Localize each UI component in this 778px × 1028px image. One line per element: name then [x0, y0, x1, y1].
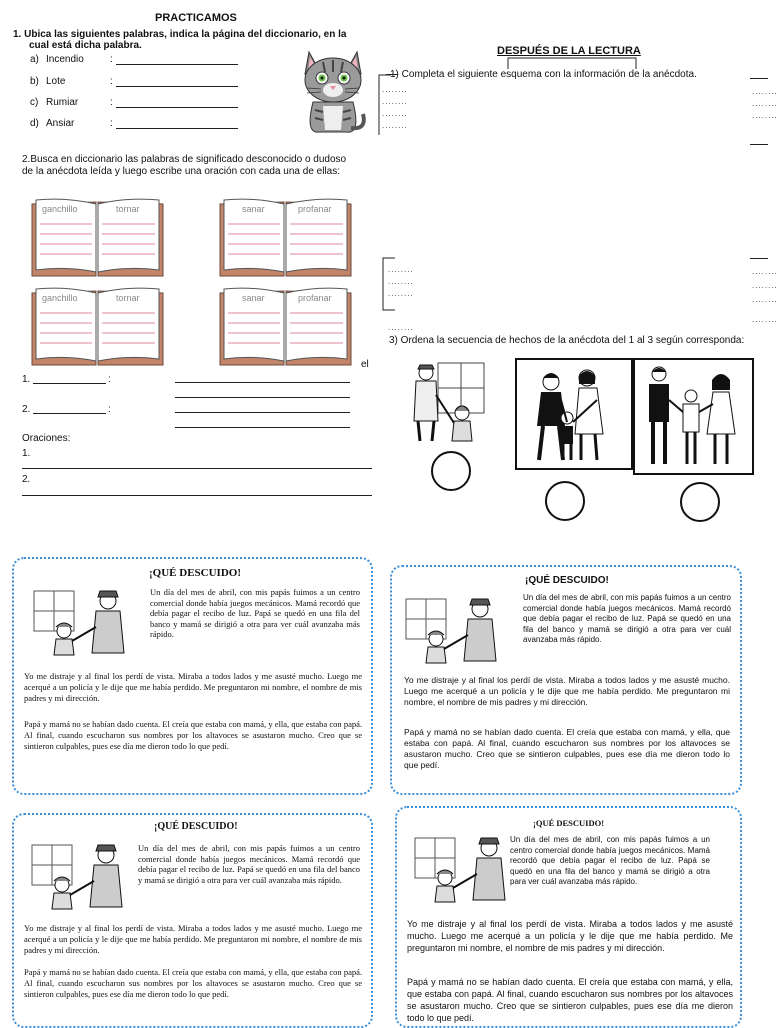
section-title: DESPUÉS DE LA LECTURA	[497, 45, 641, 57]
story-paragraph-2: Yo me distraje y al final los perdí de vista. Miraba a todos lados y me asusté mucho. Luego me acerqué a un policía y le dije que me había perdido. Me preguntaron mi nombre, el nombre de mis padres y mi dirección.	[24, 923, 362, 955]
family-illustration	[633, 358, 754, 475]
question-scheme: 1) Completa el siguiente esquema con la información de la anécdota.	[390, 69, 697, 80]
answer-line[interactable]	[116, 128, 238, 129]
open-book-icon	[30, 198, 165, 273]
open-book-icon	[218, 287, 353, 362]
order-answer-circle[interactable]	[431, 451, 471, 491]
story-title: ¡QUÉ DESCUIDO!	[533, 818, 605, 828]
scheme-dots: ........	[382, 121, 408, 130]
sentences-label: Oraciones:	[22, 433, 71, 444]
story-card	[390, 565, 742, 795]
scheme-dots: ........	[388, 289, 414, 298]
story-paragraph-2: Yo me distraje y al final los perdí de vista. Miraba a todos lados y me asusté mucho. Luego me acerqué a un policía y le dije que me había perdido. Me preguntaron mi nombre, el nombre de mis padres y mi dirección.	[404, 675, 730, 707]
story-paragraph-2: Yo me distraje y al final los perdí de vista. Miraba a todos lados y me asusté mucho. Luego me acerqué a un policía y le dije que me había perdido. Me preguntaron mi nombre, el nombre de mis padres y mi dirección.	[407, 919, 733, 953]
answer-line[interactable]	[175, 382, 350, 383]
answer-line[interactable]	[116, 86, 238, 87]
stray-text: el	[361, 359, 369, 370]
book-word-left: ganchillo	[42, 293, 78, 303]
answer-number: 1.	[22, 374, 31, 385]
story-paragraph-1: Un día del mes de abril, con mis papás fuimos a un centro comercial donde había juegos mecánicos. Mamá recordó que debía pagar el recibo de luz. Papá se quedó en una fila del banco y mamá se dirigió a otra para ver cuál avanzaba más rápido.	[510, 835, 710, 886]
question-1-cont: cual está dicha palabra.	[29, 40, 142, 51]
story-paragraph-2: Yo me distraje y al final los perdí de vista. Miraba a todos lados y me asusté mucho. Luego me acerqué a un policía y le dije que me había perdido. Me preguntaron mi nombre, el nombre de mis padres y mi dirección.	[24, 671, 362, 703]
word-sep: :	[110, 97, 113, 108]
answer-line[interactable]	[175, 412, 350, 413]
scheme-dots: ........	[752, 281, 778, 290]
book-word-right: tornar	[116, 204, 140, 214]
word-sep: :	[110, 118, 113, 129]
sentence-number: 2.	[22, 474, 31, 485]
book-word-right: profanar	[298, 293, 332, 303]
story-paragraph-3: Papá y mamá no se habían dado cuenta. El creía que estaba con mamá, y ella, que estaba con papá. Al final, cuando escucharon sus nombres por los altavoces se asustaron mucho. Creo que se sintieron culpables, pues ese día me dieron todo lo que pedí.	[404, 727, 730, 770]
word-sep: :	[110, 76, 113, 87]
scheme-dots: ........	[752, 99, 778, 108]
word-sep: :	[110, 54, 113, 65]
scheme-line-right	[750, 258, 768, 259]
answer-line[interactable]	[33, 383, 106, 384]
question-2-cont: de la anécdota leída y luego escribe una oración con cada una de ellas:	[22, 166, 341, 177]
cat-illustration	[297, 44, 369, 134]
scheme-dots: ........	[752, 315, 778, 324]
answer-number: 2.	[22, 404, 31, 415]
story-card	[395, 806, 742, 1028]
question-1: 1. Ubica las siguientes palabras, indica la página del diccionario, en la	[13, 29, 347, 40]
question-2: 2.Busca en diccionario las palabras de significado desconocido o dudoso	[22, 154, 347, 165]
word-letter: a)	[30, 54, 39, 65]
story-paragraph-3: Papá y mamá no se habían dado cuenta. El creía que estaba con mamá, y ella, que estaba con papá. Al final, cuando escucharon sus nombres por los altavoces se asustaron mucho. Creo que se sintieron culpables, pues ese día me dieron todo lo que pedí.	[24, 967, 362, 999]
story-title: ¡QUÉ DESCUIDO!	[154, 821, 238, 832]
word-letter: c)	[30, 97, 39, 108]
scheme-line-right	[750, 78, 768, 79]
police-child-illustration	[413, 834, 513, 904]
answer-line[interactable]	[175, 397, 350, 398]
police-child-illustration	[30, 841, 130, 911]
scheme-dots: ........	[382, 85, 408, 94]
answer-colon: :	[108, 374, 111, 385]
story-title: ¡QUÉ DESCUIDO!	[149, 567, 241, 579]
scheme-dots: ........	[752, 111, 778, 120]
scheme-dots: ........	[752, 267, 778, 276]
scheme-dots: ........	[382, 97, 408, 106]
story-paragraph-3: Papá y mamá no se habían dado cuenta. El creía que estaba con mamá, y ella, que estaba con papá. Al final, cuando escucharon sus nombres por los altavoces se asustaron mucho. Creo que se sintieron culpables, pues ese día me dieron todo lo que pedí.	[407, 977, 733, 1023]
story-paragraph-3: Papá y mamá no se habían dado cuenta. El creía que estaba con mamá, y ella, que estaba con papá. Al final, cuando escucharon sus nombres por los altavoces se asustaron mucho. Creo que se sintieron culpables, pues ese día me dieron todo lo que pedí.	[24, 719, 362, 751]
police-child-illustration	[408, 361, 486, 443]
open-book-icon	[218, 198, 353, 273]
family-illustration	[515, 358, 633, 470]
answer-colon: :	[108, 404, 111, 415]
word-text: Ansiar	[46, 118, 75, 129]
open-book-icon	[30, 287, 165, 362]
book-word-left: sanar	[242, 293, 265, 303]
police-child-illustration	[32, 587, 132, 657]
scheme-bracket	[507, 56, 637, 70]
answer-line[interactable]	[22, 468, 372, 469]
sentence-number: 1.	[22, 448, 31, 459]
book-word-right: profanar	[298, 204, 332, 214]
answer-line[interactable]	[33, 413, 106, 414]
scheme-dots: ........	[752, 295, 778, 304]
police-child-illustration	[404, 595, 504, 665]
answer-line[interactable]	[116, 64, 238, 65]
word-letter: b)	[30, 76, 39, 87]
word-text: Rumiar	[46, 97, 79, 108]
word-text: Lote	[46, 76, 66, 87]
scheme-dots: ........	[388, 323, 414, 332]
scheme-dots: ........	[382, 109, 408, 118]
order-answer-circle[interactable]	[680, 482, 720, 522]
answer-line[interactable]	[175, 427, 350, 428]
scheme-dots: ........	[388, 277, 414, 286]
scheme-dots: ........	[752, 87, 778, 96]
story-paragraph-1: Un día del mes de abril, con mis papás fuimos a un centro comercial donde había juegos mecánicos. Mamá recordó que debía pagar el recibo de luz. Papá se quedó en una fila del banco y mamá se dirigió a otra para ver cuál avanzaba más rápido.	[523, 593, 731, 644]
answer-line[interactable]	[22, 495, 372, 496]
word-letter: d)	[30, 118, 39, 129]
question-order: 3) Ordena la secuencia de hechos de la anécdota del 1 al 3 según corresponda:	[389, 335, 745, 346]
word-text: Incendio	[46, 54, 84, 65]
book-word-left: sanar	[242, 204, 265, 214]
book-word-left: ganchillo	[42, 204, 78, 214]
order-answer-circle[interactable]	[545, 481, 585, 521]
practice-title: PRACTICAMOS	[155, 12, 237, 24]
scheme-dots: ........	[388, 265, 414, 274]
book-word-right: tornar	[116, 293, 140, 303]
story-title: ¡QUÉ DESCUIDO!	[525, 575, 609, 586]
story-paragraph-1: Un día del mes de abril, con mis papás fuimos a un centro comercial donde había juegos mecánicos. Mamá recordó que debía pagar el recibo de luz. Papá se quedó en una fila del banco y mamá se dirigió a otra para ver cuál avanzaba más rápido.	[138, 843, 360, 885]
scheme-tick	[386, 74, 398, 75]
story-paragraph-1: Un día del mes de abril, con mis papás fuimos a un centro comercial donde había juegos mecánicos. Mamá recordó que debía pagar el recibo de luz. Papá se quedó en una fila del banco y mamá se dirigió a otra para ver cuál avanzaba más rápido.	[150, 587, 360, 639]
answer-line[interactable]	[116, 107, 238, 108]
scheme-line-right	[750, 144, 768, 145]
story-card	[12, 813, 373, 1028]
story-card	[12, 557, 373, 795]
